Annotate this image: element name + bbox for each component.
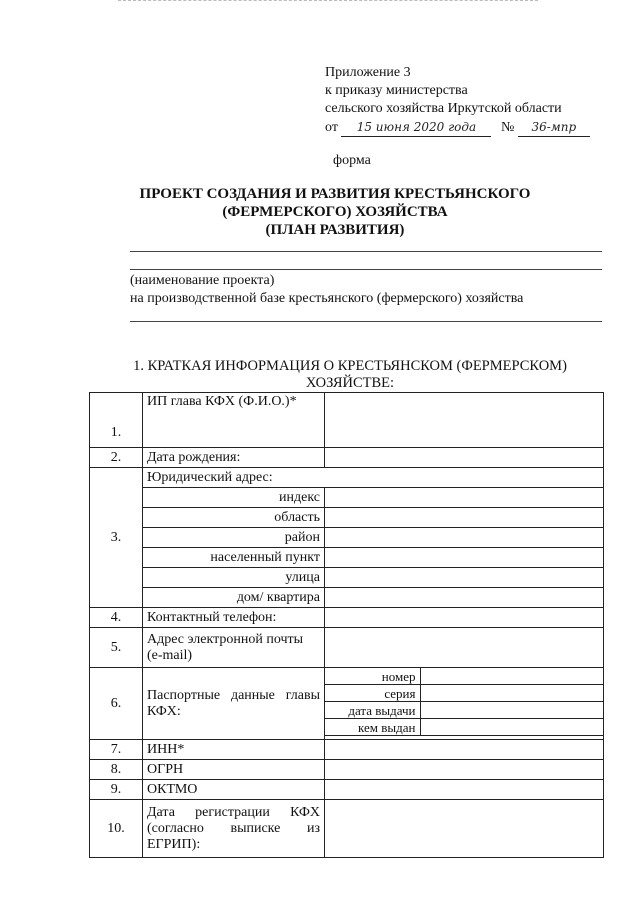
table-row [90, 668, 604, 740]
passport-sub-label: номер [325, 668, 420, 685]
row-number: 7. [90, 740, 143, 760]
row-label: ИП глава КФХ (Ф.И.О.)* [143, 393, 325, 448]
row-label: Контактный телефон: [143, 608, 325, 628]
table-row [90, 628, 604, 668]
address-sub-label: улица [143, 568, 325, 588]
value-cell[interactable] [420, 702, 603, 719]
row-label: ОГРН [143, 760, 325, 780]
table-row [90, 548, 604, 568]
row-number: 3. [90, 468, 143, 608]
row-label: ОКТМО [143, 780, 325, 800]
row-label: Адрес электронной почты (e-mail) [143, 628, 325, 668]
table-row [90, 393, 604, 448]
project-name-caption: (наименование проекта) [130, 273, 275, 288]
value-cell[interactable] [325, 528, 604, 548]
value-cell[interactable] [325, 448, 604, 468]
title-line-1: ПРОЕКТ СОЗДАНИЯ И РАЗВИТИЯ КРЕСТЬЯНСКОГО [139, 186, 531, 202]
address-sub-label: населенный пункт [143, 548, 325, 568]
value-cell[interactable] [325, 588, 604, 608]
from-label: от [325, 120, 338, 135]
table-row [325, 685, 603, 702]
row-label: ИНН* [143, 740, 325, 760]
farm-info-table [89, 392, 604, 858]
section-heading-line-1: 1. КРАТКАЯ ИНФОРМАЦИЯ О КРЕСТЬЯНСКОМ (ФЕРМЕРСКОМ) [133, 358, 567, 374]
passport-sub-label: дата выдачи [325, 702, 420, 719]
value-cell[interactable] [325, 508, 604, 528]
value-cell[interactable] [420, 668, 603, 685]
table-row [325, 719, 603, 736]
table-row [90, 488, 604, 508]
row-number: 1. [90, 393, 143, 448]
production-base-text: на производственной базе крестьянского (фермерского) хозяйства [130, 291, 524, 306]
table-row [90, 588, 604, 608]
table-row [90, 568, 604, 588]
value-cell[interactable] [325, 760, 604, 780]
project-name-line [130, 251, 602, 252]
passport-sub-label: кем выдан [325, 719, 420, 736]
passport-sub-label: серия [325, 685, 420, 702]
table-row [90, 448, 604, 468]
row-label: Дата регистрации КФХ (согласно выписке из ЕГРИП): [143, 800, 325, 858]
table-row [90, 508, 604, 528]
row-number: 6. [90, 668, 143, 740]
passport-subtable [325, 668, 603, 736]
order-reference: к приказу министерства [325, 83, 468, 98]
title-line-3: (ПЛАН РАЗВИТИЯ) [265, 222, 405, 238]
table-row [90, 740, 604, 760]
table-row [90, 780, 604, 800]
row-number: 9. [90, 780, 143, 800]
value-cell[interactable] [325, 628, 604, 668]
row-label: Юридический адрес: [143, 468, 604, 488]
row-number: 4. [90, 608, 143, 628]
production-base-line [130, 321, 602, 322]
value-cell[interactable] [325, 488, 604, 508]
project-name-line-2 [130, 269, 602, 270]
ministry-name: сельского хозяйства Иркутской области [325, 101, 562, 116]
table-row [90, 800, 604, 858]
value-cell[interactable] [325, 740, 604, 760]
value-cell[interactable] [325, 780, 604, 800]
table-row [90, 468, 604, 488]
address-sub-label: область [143, 508, 325, 528]
table-row [90, 608, 604, 628]
value-cell[interactable] [325, 568, 604, 588]
table-row [325, 668, 603, 685]
value-cell[interactable] [325, 548, 604, 568]
table-row [90, 760, 604, 780]
value-cell[interactable] [325, 608, 604, 628]
table-row [90, 528, 604, 548]
number-label: № [500, 120, 515, 135]
row-number: 10. [90, 800, 143, 858]
address-sub-label: индекс [143, 488, 325, 508]
address-sub-label: район [143, 528, 325, 548]
order-date-line [325, 118, 590, 137]
handwritten-date: 15 июня 2020 года [341, 118, 491, 137]
address-sub-label: дом/ квартира [143, 588, 325, 608]
passport-cell [325, 668, 604, 740]
appendix-label: Приложение 3 [325, 65, 411, 80]
row-label: Паспортные данные главы КФХ: [143, 668, 325, 740]
row-label: Дата рождения: [143, 448, 325, 468]
handwritten-number: 36-мпр [518, 118, 590, 137]
scan-top-edge [118, 0, 538, 1]
row-number: 2. [90, 448, 143, 468]
value-cell[interactable] [420, 719, 603, 736]
section-heading-line-2: ХОЗЯЙСТВЕ: [305, 375, 395, 391]
value-cell[interactable] [325, 800, 604, 858]
table-row [325, 702, 603, 719]
row-number: 5. [90, 628, 143, 668]
title-line-2: (ФЕРМЕРСКОГО) ХОЗЯЙСТВА [222, 204, 448, 220]
row-number: 8. [90, 760, 143, 780]
value-cell[interactable] [325, 393, 604, 448]
form-label: форма [333, 153, 371, 168]
value-cell[interactable] [420, 685, 603, 702]
